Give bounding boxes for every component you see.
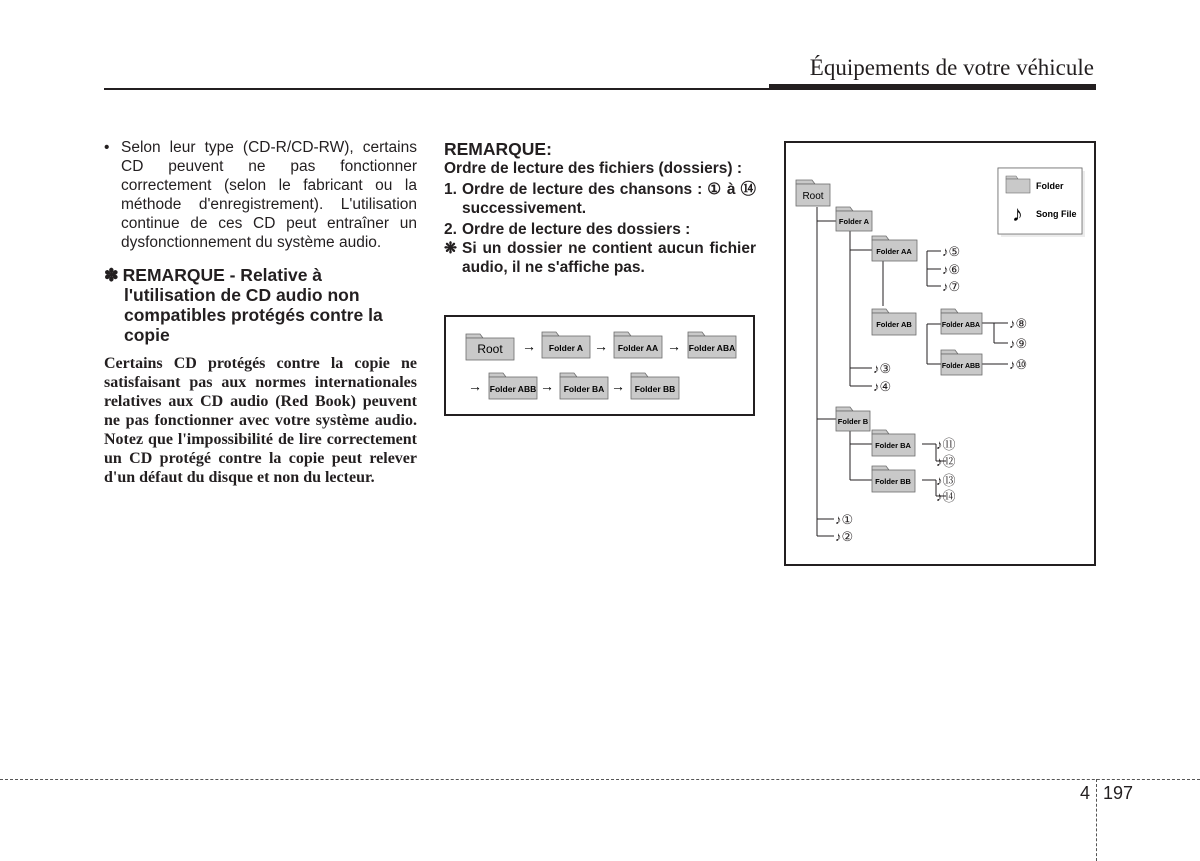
song-1: ♪①: [835, 512, 854, 527]
legend-folder-label: Folder: [1036, 181, 1064, 191]
folder-icon-ba: [560, 373, 608, 399]
footer-dashed-divider: [1096, 779, 1097, 861]
song-7: ♪⑦: [942, 279, 961, 294]
middle-column: [444, 139, 756, 277]
bullet-dot: •: [104, 139, 110, 156]
page-number: 197: [1103, 783, 1134, 803]
folder-tree-diagram: [784, 141, 1096, 566]
arrow-icon: →: [611, 378, 625, 394]
item-text: Si un dossier ne contient aucun fichier audio, il ne s'affiche pas.: [462, 240, 756, 276]
song-icon: ♪: [1012, 201, 1023, 226]
folder-icon-abb: [489, 373, 537, 399]
arrow-icon: →: [594, 338, 608, 354]
song-13: ♪⑬: [936, 473, 956, 488]
tree-folder-abb: [941, 350, 982, 375]
folder-icon-aba: [688, 332, 736, 358]
song-8: ♪⑧: [1009, 316, 1028, 331]
folder-order-diagram: [444, 315, 755, 416]
item-number: ❋: [444, 240, 457, 257]
arrow-icon: →: [540, 378, 554, 394]
tree-folder-ab-label: Folder AB: [876, 320, 912, 329]
tree-folder-aa: [872, 236, 917, 261]
remark-title-line1: REMARQUE - Relative à: [122, 265, 323, 285]
left-column: [104, 138, 417, 487]
folder-icon-root: [466, 334, 514, 360]
order-folder-ba-label: Folder BA: [563, 384, 605, 394]
remark-star-icon: ✽: [104, 265, 119, 285]
song-9: ♪⑨: [1009, 336, 1028, 351]
song-6: ♪⑥: [942, 262, 961, 277]
order-folder-abb-label: Folder ABB: [489, 384, 537, 394]
song-2: ♪②: [835, 529, 854, 544]
folder-icon-a: [542, 332, 590, 358]
tree-folder-ba: [872, 430, 915, 456]
folder-icon-aa: [614, 332, 662, 358]
item-number: 2.: [444, 221, 457, 238]
tree-folder-b-label: Folder B: [837, 417, 869, 426]
tree-folder-abb-label: Folder ABB: [941, 363, 981, 370]
item-text: Ordre de lecture des dossiers :: [462, 221, 691, 238]
header-rule-thick: [769, 84, 1096, 90]
order-folder-bb-label: Folder BB: [634, 384, 676, 394]
remark-title-rest: l'utilisation de CD audio non compatibles protégés contre la copie: [124, 285, 383, 345]
tree-folder-ba-label: Folder BA: [875, 441, 911, 450]
page-header-title: Équipements de votre véhicule: [809, 55, 1094, 80]
tree-folder-ab: [872, 309, 916, 335]
song-5: ♪⑤: [942, 244, 961, 259]
chapter-number: 4: [1080, 783, 1091, 803]
bullet-item: [104, 138, 417, 252]
arrow-icon: →: [667, 338, 681, 354]
remark-subheading: Ordre de lecture des fichiers (dossiers) :: [444, 160, 743, 177]
tree-folder-aa-label: Folder AA: [876, 247, 912, 256]
item-number: 1.: [444, 181, 457, 198]
order-folder-aa-label: Folder AA: [617, 343, 659, 353]
arrow-icon: →: [468, 378, 482, 394]
order-folder-a-label: Folder A: [548, 343, 584, 353]
song-10: ♪⑩: [1009, 357, 1028, 372]
order-root-label: Root: [477, 342, 503, 356]
list-item: [444, 220, 756, 239]
remark-title: [104, 265, 417, 345]
list-item: [444, 180, 756, 218]
tree-folder-bb: [872, 466, 915, 492]
remark-body: Certains CD protégés contre la copie ne satisfaisant pas aux normes internationales relatives aux CD audio (Red Book) peuvent ne pas fonctionner avec votre système audio. Notez que l'impossibilité de lire correctement un CD protégé contre la copie peut relever d'un défaut du disque et non du lecteur.: [104, 355, 417, 486]
item-text: Ordre de lecture des chansons : ① à ⑭ successivement.: [462, 181, 756, 217]
order-folder-aba-label: Folder ABA: [688, 343, 736, 353]
arrow-icon: →: [522, 338, 536, 354]
folder-icon-bb: [631, 373, 679, 399]
tree-folder-a: [836, 207, 872, 231]
legend-song-label: Song File: [1036, 209, 1077, 219]
song-3: ♪③: [873, 361, 892, 376]
tree-folder-root: [796, 180, 830, 206]
song-14: ♪⑭: [936, 489, 956, 504]
song-4: ♪④: [873, 379, 892, 394]
tree-folder-aba: [941, 309, 982, 334]
list-item: [444, 239, 756, 277]
song-12: ♪⑫: [936, 454, 956, 469]
tree-folder-aba-label: Folder ABA: [941, 322, 981, 329]
remark-heading: REMARQUE:: [444, 139, 552, 159]
tree-root-label: Root: [802, 191, 824, 202]
bullet-text: Selon leur type (CD-R/CD-RW), certains CD peuvent ne pas fonctionner correctement (selon le fabricant ou la méthode d'enregistrement). L'utilisation continue de ces CD peut entraîner un dysfonctionnement du système audio.: [121, 139, 417, 251]
song-11: ♪⑪: [936, 437, 956, 452]
tree-folder-a-label: Folder A: [838, 217, 870, 226]
footer-dashed-line: [0, 779, 1200, 780]
legend: [998, 168, 1085, 237]
header-rule: [104, 88, 769, 90]
tree-folder-b: [836, 407, 870, 431]
tree-folder-bb-label: Folder BB: [875, 477, 911, 486]
